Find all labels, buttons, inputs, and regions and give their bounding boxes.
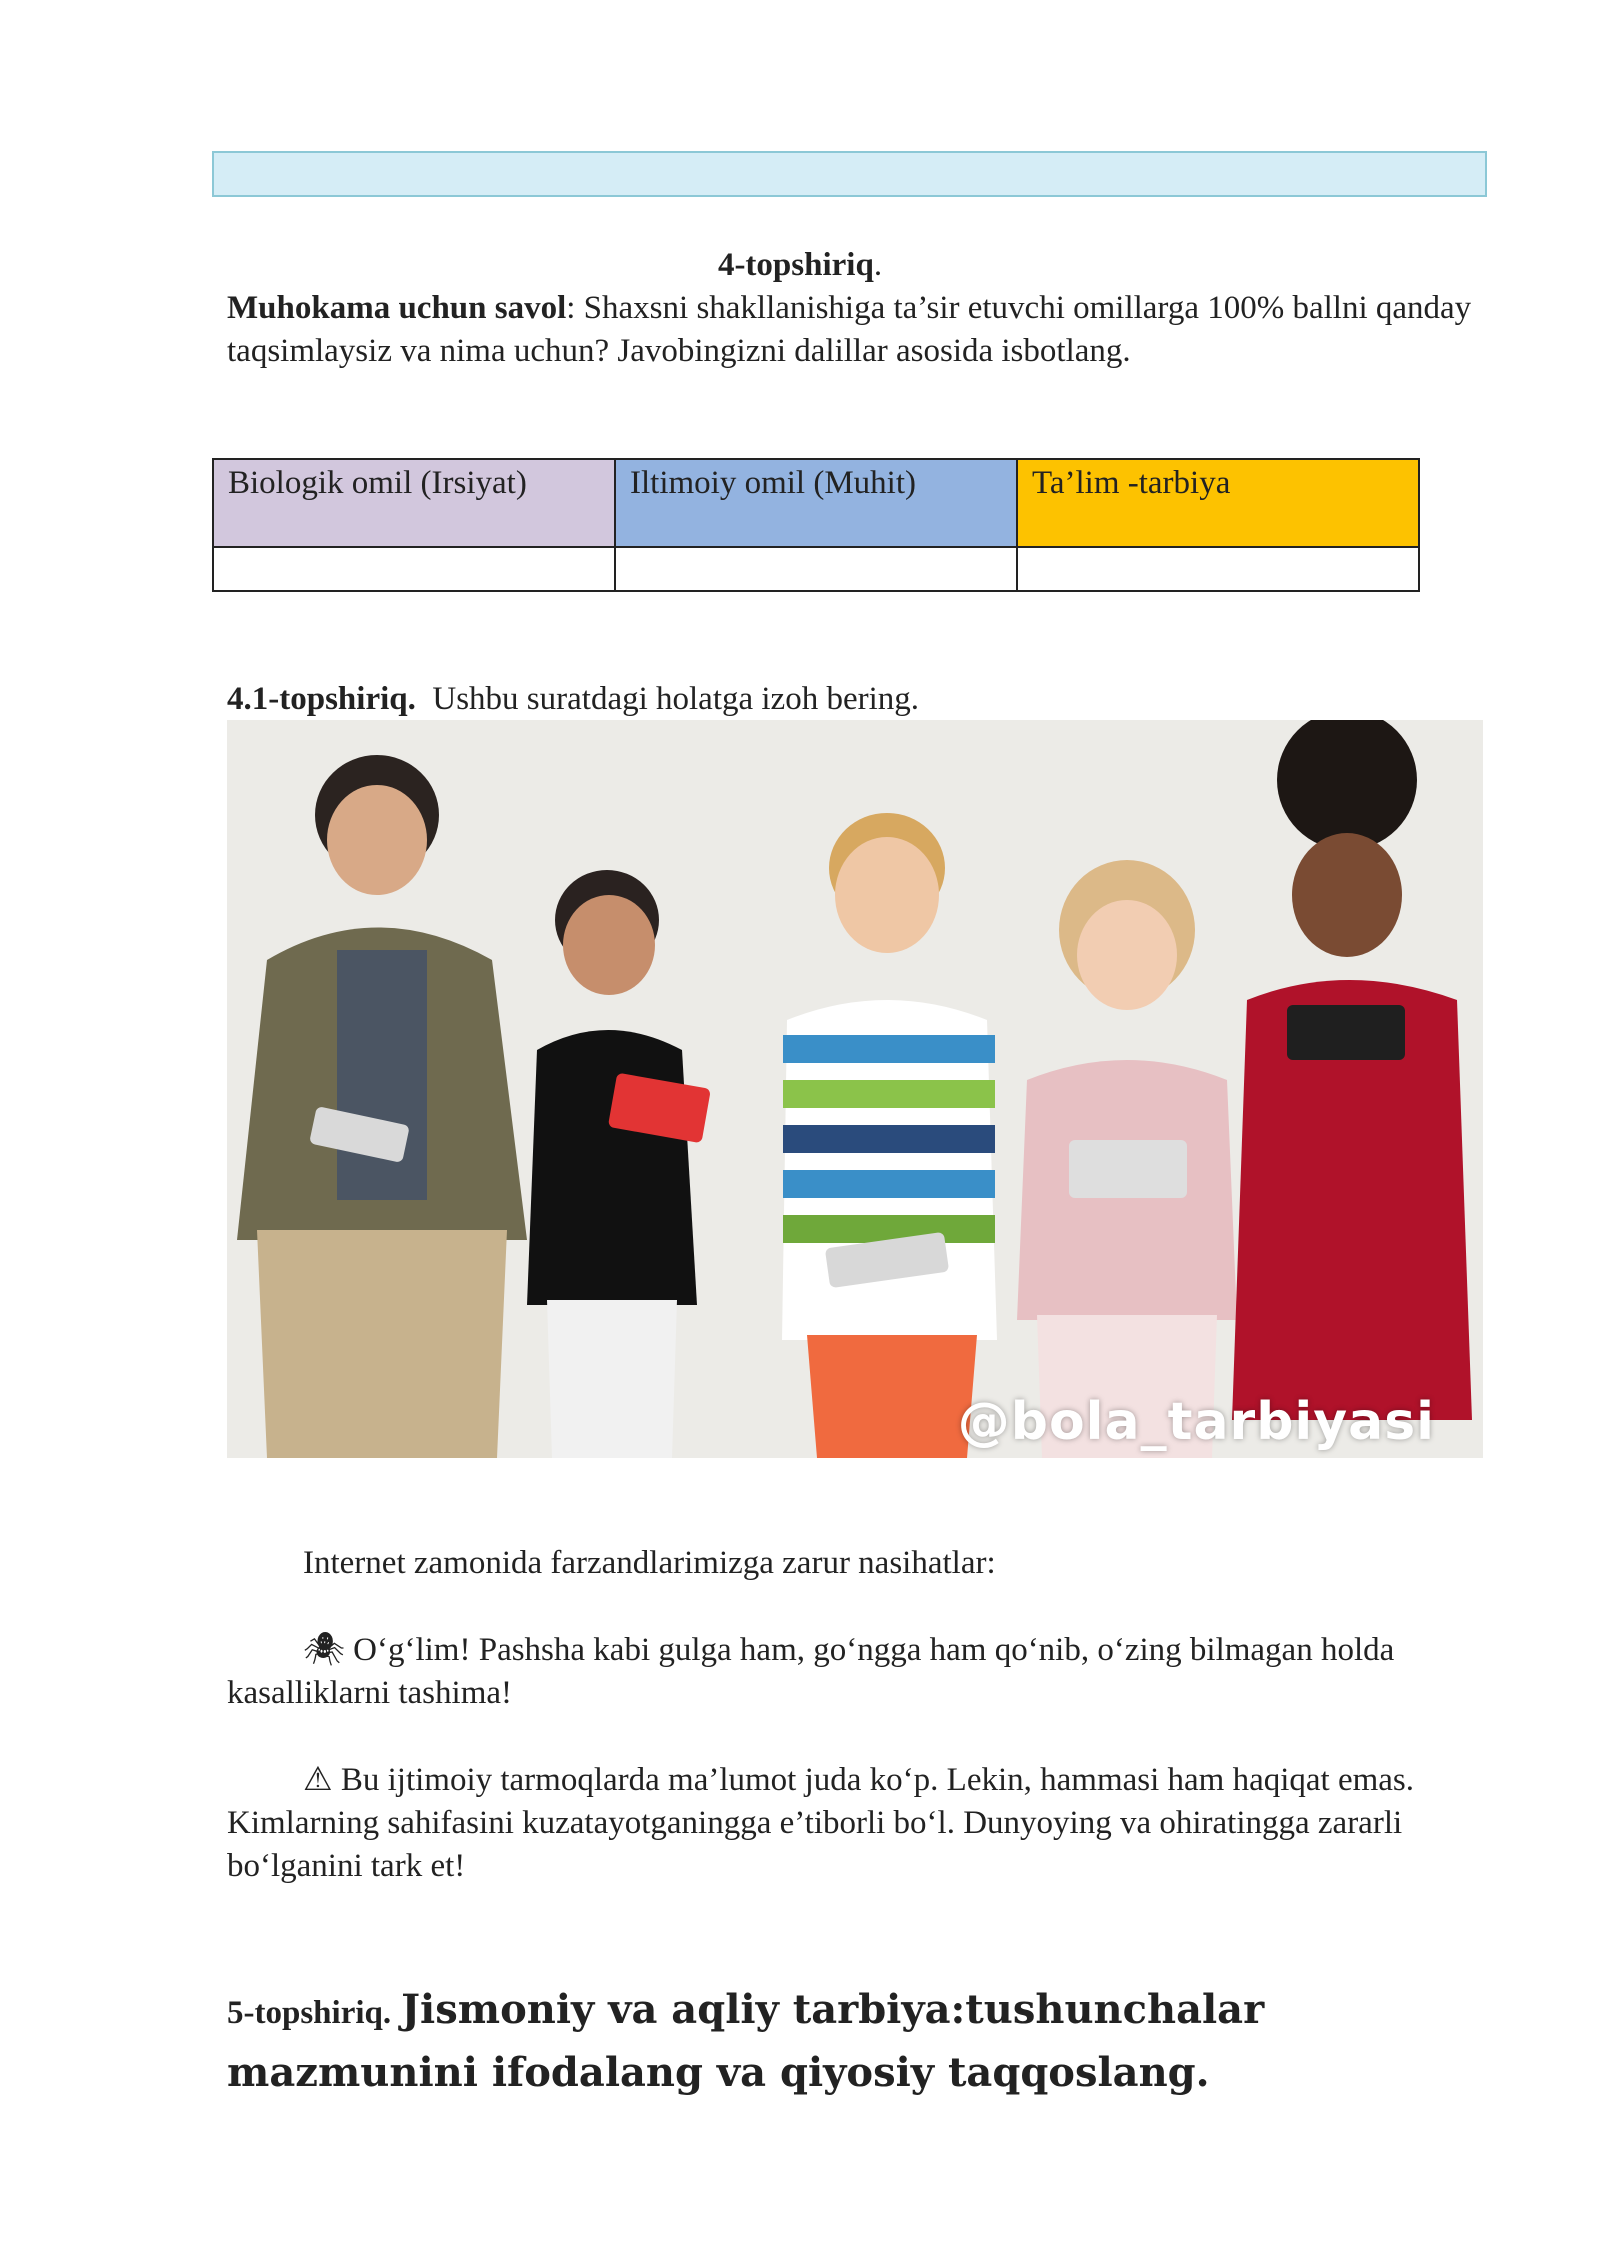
task5-text: Jismoniy va aqliy tarbiya:tushunchalar mazmunini ifodalang va qiyosiy taqqoslang. xyxy=(227,1986,1265,2096)
answer-cell-biological[interactable] xyxy=(213,547,615,591)
advice-item-1 xyxy=(227,1629,1492,1715)
task41-label: 4.1-topshiriq. xyxy=(227,681,416,717)
question-text: : Shaxsni shakllanishiga ta’sir etuvchi omillarga 100% ballni qanday taqsimlaysiz va nima uchun? Javobingizni dalillar asosida isbotlang. xyxy=(227,290,1472,369)
task5-label: 5-topshiriq. xyxy=(227,1995,392,2031)
answer-cell-social[interactable] xyxy=(615,547,1017,591)
advice-item-1-text: O‘g‘lim! Pashsha kabi gulga ham, go‘ngga ham qo‘nib, o‘zing bilmagan holda kasalliklarni tashima! xyxy=(227,1632,1395,1711)
question-label: Muhokama uchun savol xyxy=(227,290,567,326)
answer-cell-education[interactable] xyxy=(1017,547,1419,591)
warning-icon: ⚠ xyxy=(303,1762,333,1798)
photo-illustration xyxy=(227,720,1483,1458)
task4-title-dot: . xyxy=(873,247,883,283)
advice-heading-text: Internet zamonida farzandlarimizga zarur nasihatlar: xyxy=(303,1545,996,1581)
table-answer-row xyxy=(213,547,1419,591)
header-biological-factor: Biologik omil (Irsiyat) xyxy=(213,459,615,547)
children-with-phones-photo xyxy=(227,720,1483,1458)
task5-line xyxy=(227,1980,1492,2102)
header-band xyxy=(212,151,1487,197)
advice-heading xyxy=(227,1542,1492,1585)
photo-watermark: @bola_tarbiyasi xyxy=(957,1392,1435,1452)
advice-item-2-text: Bu ijtimoiy tarmoqlarda ma’lumot juda ko‘p. Lekin, hammasi ham haqiqat emas. Kimlarning sahifasini kuzatayotganingga e’tiborli bo‘l. Dunyoying va ohiratingga zararli bo‘lganini tark et! xyxy=(227,1762,1415,1884)
task41-line xyxy=(227,677,919,721)
task41-text: Ushbu suratdagi holatga izoh bering. xyxy=(432,681,920,717)
header-education-factor: Ta’lim -tarbiya xyxy=(1017,459,1419,547)
discussion-question xyxy=(227,287,1487,373)
task4-title xyxy=(0,245,1600,285)
task4-title-label: 4-topshiriq xyxy=(717,247,874,283)
advice-item-2 xyxy=(227,1759,1492,1888)
spider-icon: 🕷 xyxy=(303,1632,345,1668)
factors-table xyxy=(212,458,1420,592)
table-header-row xyxy=(213,459,1419,547)
header-social-factor: Iltimoiy omil (Muhit) xyxy=(615,459,1017,547)
